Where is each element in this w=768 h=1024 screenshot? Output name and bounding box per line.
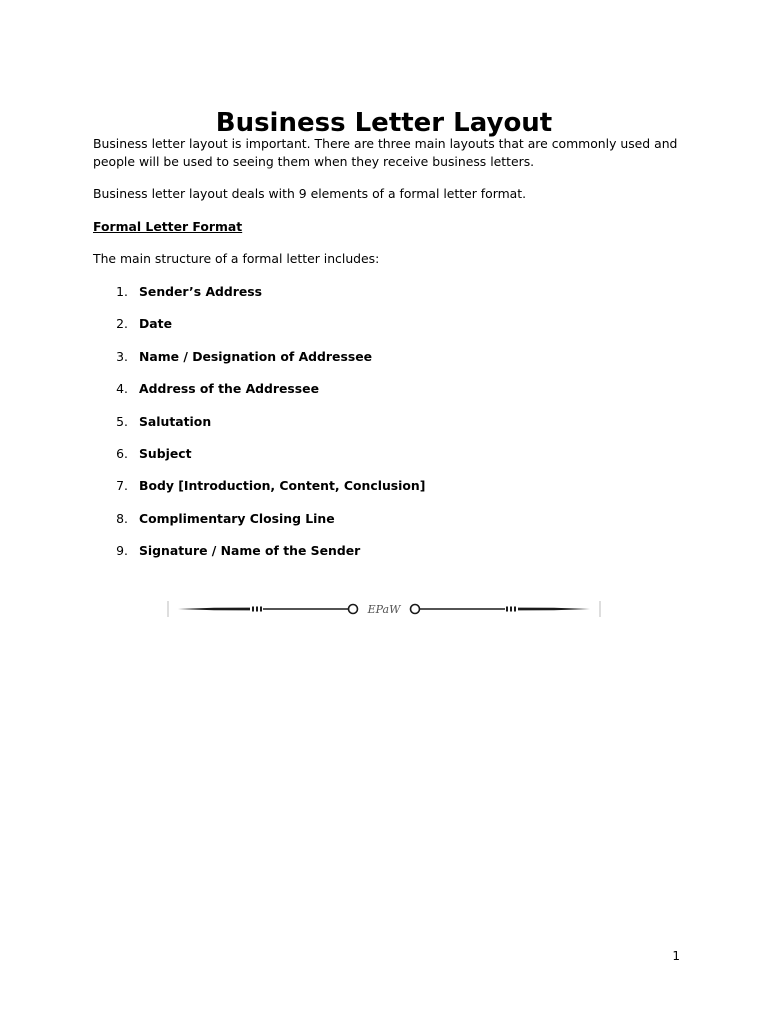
divider-monogram: EPaW xyxy=(367,603,401,616)
list-item-number: 7. xyxy=(116,478,128,494)
divider-left-tick xyxy=(260,607,262,612)
list-item-label: Salutation xyxy=(139,413,212,429)
divider-right-ring xyxy=(411,605,420,614)
elements-paragraph: Business letter layout deals with 9 elements of a formal letter format. xyxy=(93,186,527,201)
list-item-label: Name / Designation of Addressee xyxy=(139,348,372,364)
divider-right-tick xyxy=(506,607,508,612)
list-item-label: Date xyxy=(139,316,172,332)
list-item-label: Body [Introduction, Content, Conclusion] xyxy=(139,478,426,494)
list-item-number: 6. xyxy=(116,445,128,461)
list-item-number: 8. xyxy=(116,510,128,526)
list-item-number: 3. xyxy=(116,348,128,364)
divider-left-tick xyxy=(256,607,258,612)
list-item-label: Sender’s Address xyxy=(139,284,263,299)
list-item-label: Address of the Addressee xyxy=(139,381,319,397)
page-title: Business Letter Layout xyxy=(215,108,553,139)
divider-left-taper xyxy=(178,608,250,611)
ornamental-divider xyxy=(166,597,602,621)
section-heading: Formal Letter Format xyxy=(93,219,243,234)
divider-right-tick xyxy=(514,607,516,612)
intro-paragraph: Business letter layout is important. There are three main layouts that are commonly used and people will be used to seeing them when they receive business letters. xyxy=(93,136,678,169)
list-item-number: 9. xyxy=(116,543,128,559)
divider-right-taper xyxy=(518,608,590,611)
list-item-number: 4. xyxy=(116,381,128,397)
divider-right-tick xyxy=(510,607,512,612)
divider-left-tick xyxy=(252,607,254,612)
structure-intro: The main structure of a formal letter includes: xyxy=(93,251,380,266)
list-item-number: 5. xyxy=(116,413,128,429)
list-item-label: Signature / Name of the Sender xyxy=(139,543,361,559)
divider-left-ring xyxy=(349,605,358,614)
list-item-number: 2. xyxy=(116,316,128,332)
list-item-number: 1. xyxy=(116,284,128,299)
page-number: 1 xyxy=(672,949,680,963)
list-item-label: Complimentary Closing Line xyxy=(139,510,335,526)
list-item-label: Subject xyxy=(139,445,192,461)
